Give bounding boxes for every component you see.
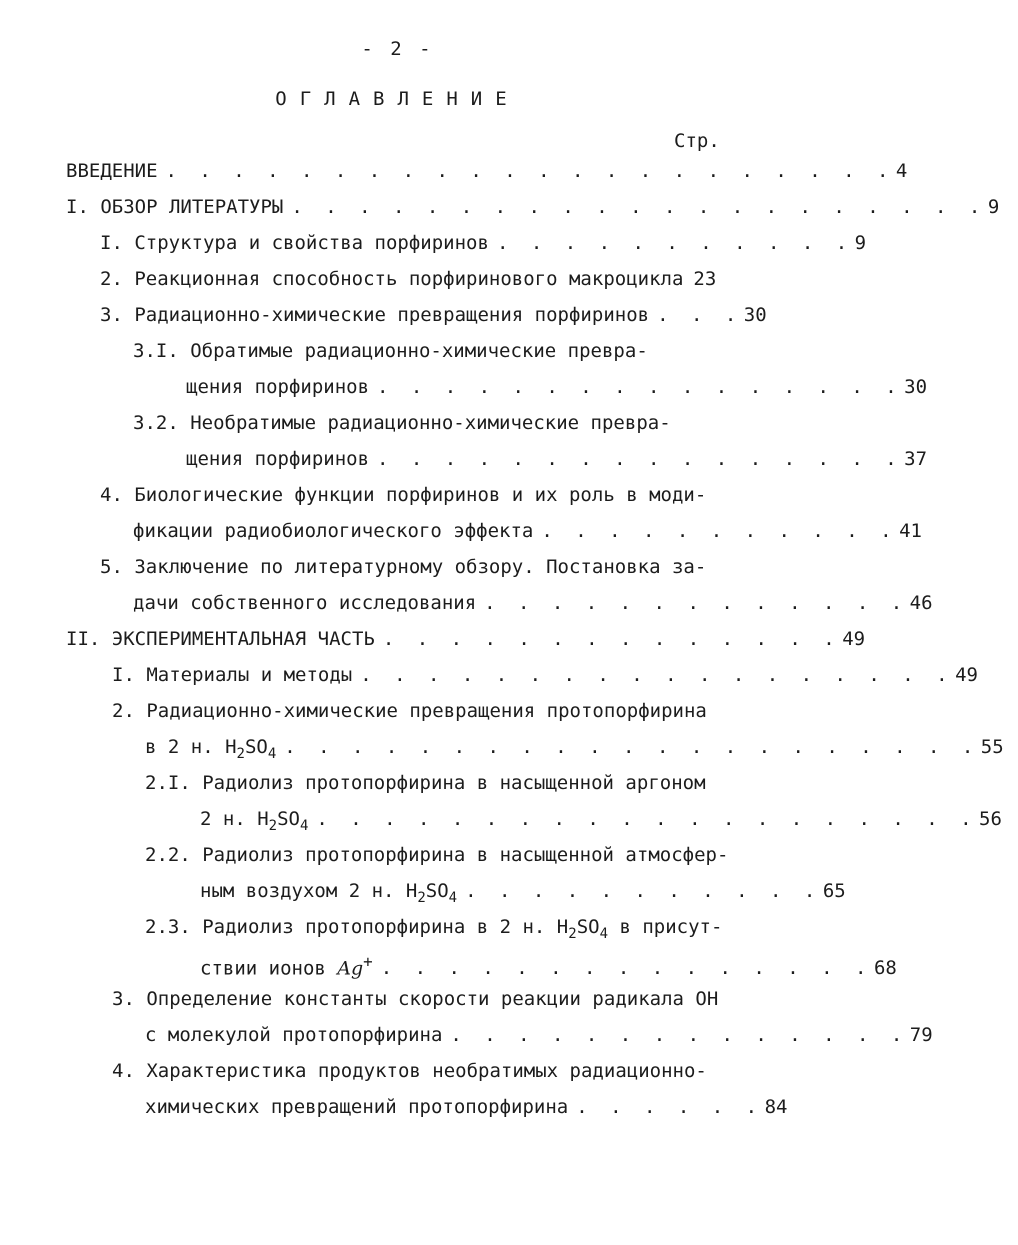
toc-entry-1-5 <box>100 556 710 584</box>
toc-entry-text: с молекулой протопорфирина <box>145 1024 443 1046</box>
toc-entry-1-5-cont <box>133 592 933 620</box>
toc-page-number: 30 <box>904 376 928 398</box>
toc-entry-2-2-2-cont <box>200 880 846 908</box>
toc-entry-1-4 <box>100 484 710 512</box>
toc-entry-1-3-2 <box>133 412 710 440</box>
toc-entry-2-4 <box>112 1060 710 1088</box>
toc-entry-2-3 <box>112 988 719 1016</box>
toc-entry-text: I. ОБЗОР ЛИТЕРАТУРЫ <box>66 196 284 218</box>
toc-leader: . . . . . . . . . . . . . . . . <box>377 448 903 470</box>
toc-page-number: 49 <box>955 664 978 686</box>
toc-entry-2-4-cont <box>145 1096 788 1124</box>
toc-page-number: 65 <box>822 880 846 902</box>
toc-leader: . . . . . . . . . . . . . . . . . . . . . <box>291 196 986 218</box>
toc-entry-1-2 <box>100 268 717 296</box>
toc-entry-text: фикации радиобиологического эффекта <box>133 520 534 542</box>
toc-entry-text: 2 н. $H_2SO_4$ <box>200 808 309 834</box>
toc-leader: . . . . . . . . . . . . . . . . <box>377 376 903 398</box>
toc-leader: . . . . . . . . . . . . . . . . . . . . . <box>284 736 979 758</box>
toc-leader: . . . . . . . . . . . . . . . <box>380 957 872 980</box>
toc-entry-text: ствии ионов Ag+ <box>200 952 373 980</box>
toc-entry-text: I. Материалы и методы <box>112 664 353 686</box>
toc-entry-text: 4. Биологические функции порфиринов и их роль в моди- <box>100 484 707 506</box>
toc-entry-2-1 <box>112 664 978 692</box>
toc-leader: . . . . . . . . . . . <box>465 880 821 902</box>
toc-entry-text: химических превращений протопорфирина <box>145 1096 569 1118</box>
toc-page-number: 23 <box>693 268 717 290</box>
toc-entry-1-3-1 <box>133 340 710 368</box>
toc-leader: . . . . . . . . . . . . . . <box>450 1024 908 1046</box>
toc-entry-1-3-1-cont <box>186 376 928 404</box>
toc-page-number: 46 <box>909 592 933 614</box>
toc-entry-text: 2.I. Радиолиз протопорфирина в насыщенной аргоном <box>145 772 706 794</box>
toc-leader: . . . . . . . . . . . . . . . . . . <box>360 664 954 686</box>
toc-entry-2-2-1 <box>145 772 710 800</box>
toc-page-number: 55 <box>980 736 1004 758</box>
toc-entry-text: щения порфиринов <box>186 448 370 470</box>
toc-leader: . . . . . . . . . . . . . . . . . . . . . . <box>165 160 894 182</box>
toc-leader: . . . . . . . . . . . . . . <box>382 628 841 650</box>
toc-entry-text: 2.2. Радиолиз протопорфирина в насыщенной атмосфер- <box>145 844 729 866</box>
toc-page-number: 68 <box>873 957 897 980</box>
toc-leader: . . . <box>657 304 742 326</box>
toc-leader: . . . . . . . . . . . . . <box>484 592 908 614</box>
toc-entry-text: 3. Радиационно-химические превращения порфиринов <box>100 304 650 326</box>
toc-entry-chapter-2 <box>66 628 866 656</box>
toc-page-number: 4 <box>895 160 908 182</box>
toc-entry-text: щения порфиринов <box>186 376 370 398</box>
toc-leader: . . . . . . <box>576 1096 763 1118</box>
toc-entry-text: ным воздухом 2 н. $H_2SO_4$ <box>200 880 458 906</box>
toc-entry-text: 5. Заключение по литературному обзору. Постановка за- <box>100 556 707 578</box>
toc-entry-1-3 <box>100 304 767 332</box>
toc-entry-text: ВВЕДЕНИЕ <box>66 160 158 182</box>
toc-entry-2-2-3-cont <box>200 952 897 980</box>
toc-page-number: 9 <box>854 232 867 254</box>
toc-page-number: 56 <box>979 808 1002 830</box>
toc-entry-text: в 2 н. $H_2SO_4$ <box>145 736 277 762</box>
toc-entry-text: 4. Характеристика продуктов необратимых радиационно- <box>112 1060 707 1082</box>
toc-entry-2-2-cont <box>145 736 1004 764</box>
toc-entry-text: I. Структура и свойства порфиринов <box>100 232 489 254</box>
toc-page-number: 9 <box>987 196 1000 218</box>
toc-entry-text: дачи собственного исследования <box>133 592 477 614</box>
toc-entry-text: II. ЭКСПЕРИМЕНТАЛЬНАЯ ЧАСТЬ <box>66 628 375 650</box>
toc-page-number: 84 <box>764 1096 788 1118</box>
silver-ion-symbol: Ag <box>337 957 364 980</box>
toc-leader: . . . . . . . . . . . <box>496 232 853 254</box>
toc-page-number: 79 <box>909 1024 933 1046</box>
toc-entry-text: 3.I. Обратимые радиационно-химические превра- <box>133 340 648 362</box>
toc-entry-2-2-3 <box>145 916 723 944</box>
toc-entry-text: 3.2. Необратимые радиационно-химические превра- <box>133 412 671 434</box>
toc-entry-text: 2. Реакционная способность порфиринового макроцикла <box>100 268 684 290</box>
toc-entry-introduction <box>66 160 908 188</box>
toc-entry-2-2-1-cont <box>200 808 1002 836</box>
toc-entry-1-3-2-cont <box>186 448 928 476</box>
toc-page-number: 49 <box>842 628 866 650</box>
toc-entry-2-2 <box>112 700 710 728</box>
toc-page-number: 30 <box>743 304 767 326</box>
toc-entry-text: 3. Определение константы скорости реакции радикала OH <box>112 988 719 1010</box>
toc-entry-text: 2.3. Радиолиз протопорфирина в 2 н. $H_2SO_4$ в присут- <box>145 916 723 942</box>
page-title: ОГЛАВЛЕНИЕ <box>275 88 520 110</box>
toc-entry-1-4-cont <box>133 520 922 548</box>
page-column-header: Стр. <box>674 130 720 152</box>
toc-entry-text: 2. Радиационно-химические превращения протопорфирина <box>112 700 707 722</box>
toc-page-number: 37 <box>904 448 928 470</box>
toc-entry-2-2-2 <box>145 844 729 872</box>
toc-entry-1-1 <box>100 232 867 260</box>
toc-entry-2-3-cont <box>145 1024 933 1052</box>
toc-entry-chapter-1 <box>66 196 1000 224</box>
page-number: - 2 - <box>361 38 434 60</box>
toc-leader: . . . . . . . . . . . <box>541 520 898 542</box>
toc-leader: . . . . . . . . . . . . . . . . . . . . <box>316 808 978 830</box>
toc-page-number: 41 <box>899 520 922 542</box>
